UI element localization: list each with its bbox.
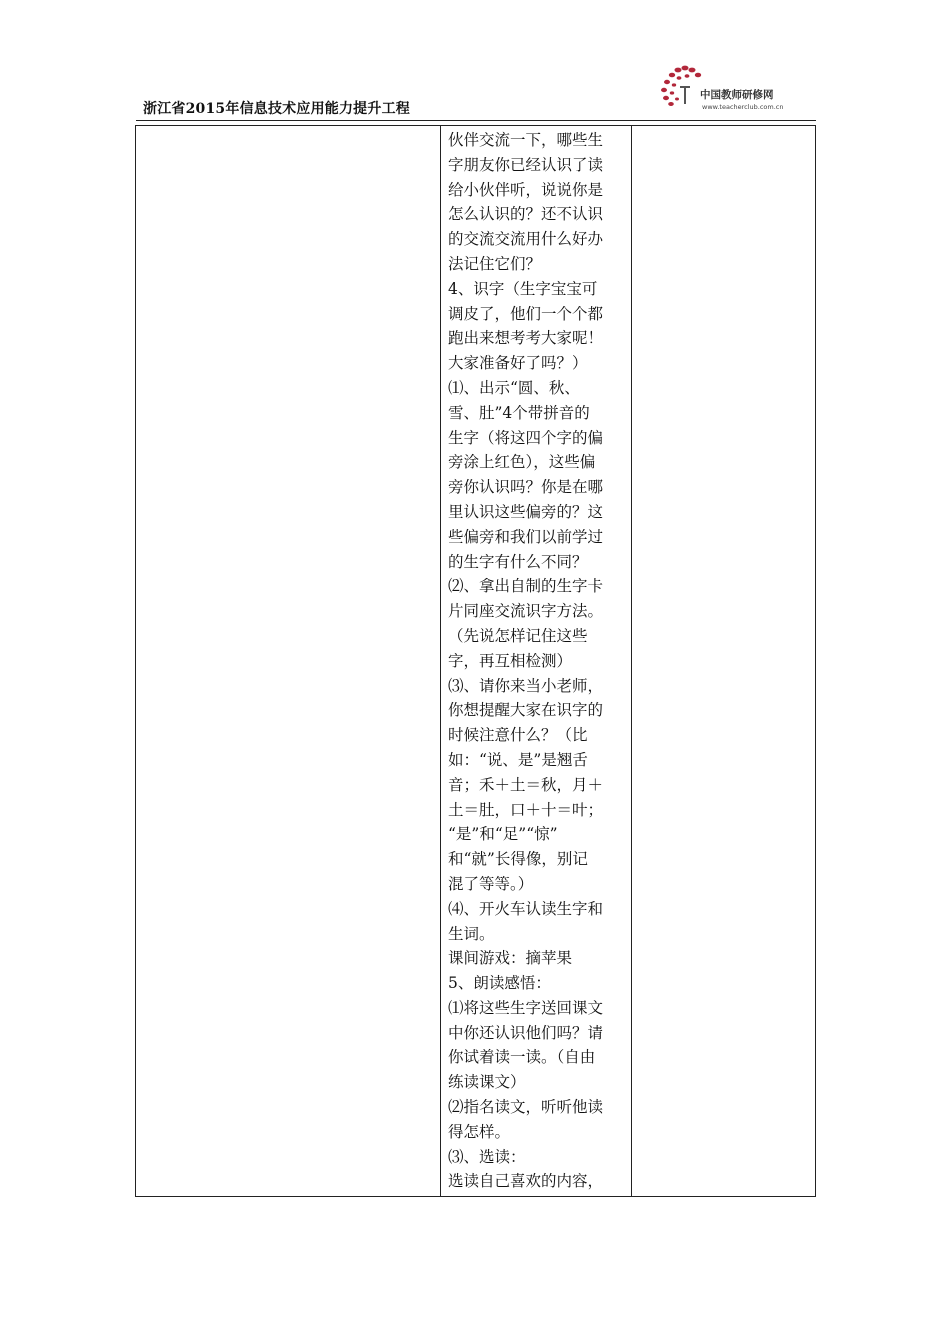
- content-line: 的交流交流用什么好办: [448, 230, 604, 249]
- content-line: 伙伴交流一下，哪些生: [448, 131, 604, 149]
- content-line: 选读自己喜欢的内容，: [448, 1172, 604, 1191]
- content-line: 怎么认识的？还不认识: [448, 205, 604, 224]
- column-divider-2: [631, 126, 632, 1196]
- content-line: ⑶、选读：: [448, 1147, 526, 1166]
- header-title: 浙江省2015年信息技术应用能力提升工程: [143, 101, 410, 117]
- content-line: 5、朗读感悟：: [448, 974, 551, 993]
- content-line: 给小伙伴听，说说你是: [448, 180, 604, 199]
- logo-url: www.teacherclub.com.cn: [702, 103, 784, 111]
- content-line: 时候注意什么？（比: [448, 726, 588, 745]
- content-line: 生字（将这四个字的偏: [448, 428, 604, 447]
- content-line: ⑶、请你来当小老师，: [448, 676, 604, 695]
- content-line: 的生字有什么不同？: [448, 552, 588, 571]
- content-line: ⑴将这些生字送回课文: [448, 998, 604, 1017]
- content-line: 雪、肚”4个带拼音的: [448, 403, 590, 422]
- logo-name: 中国教师研修网: [700, 89, 774, 101]
- content-line: 音；禾＋土＝秋，月＋: [448, 775, 604, 794]
- content-line: 4、识字（生字宝宝可: [448, 279, 598, 298]
- content-line: “是”和“足”“惊”: [448, 825, 558, 844]
- content-line: 土＝肚，口＋十＝叶；: [448, 800, 604, 819]
- content-line: 练读课文）: [448, 1073, 526, 1092]
- content-line: 课间游戏：摘苹果: [448, 949, 573, 968]
- content-line: ⑷、开火车认读生字和: [448, 899, 604, 918]
- content-line: 里认识这些偏旁的？这: [448, 502, 604, 521]
- content-line: 得怎样。: [448, 1122, 511, 1141]
- content-line: 你想提醒大家在识字的: [448, 701, 604, 720]
- header-rule: [136, 120, 816, 121]
- content-line: 你试着读一读。（自由: [448, 1048, 596, 1067]
- content-line: 大家准备好了吗？）: [448, 354, 588, 373]
- content-line: 如：“说、是”是翘舌: [448, 750, 588, 769]
- content-line: 字，再互相检测）: [448, 651, 573, 670]
- content-line: ⑵、拿出自制的生字卡: [448, 577, 604, 596]
- content-line: 生词。: [448, 924, 495, 943]
- content-line: 跑出来想考考大家呢！: [448, 329, 604, 348]
- logo-flower-icon: [661, 66, 701, 106]
- content-line: 片同座交流识字方法。: [448, 602, 604, 621]
- content-line: 旁涂上红色），这些偏: [448, 453, 596, 472]
- lesson-content-cell: [448, 128, 623, 1194]
- content-line: 旁你认识吗？你是在哪: [448, 478, 604, 497]
- content-line: 混了等等。）: [448, 874, 534, 893]
- content-line: 中你还认识他们吗？请: [448, 1023, 604, 1042]
- content-line: 法记住它们？: [448, 254, 542, 273]
- column-divider-1: [440, 126, 441, 1196]
- content-line: 些偏旁和我们以前学过: [448, 527, 604, 546]
- content-line: 和“就”长得像，别记: [448, 850, 588, 869]
- content-line: ⑴、出示“圆、秋、: [448, 378, 580, 397]
- content-line: ⑵指名读文，听听他读: [448, 1098, 604, 1117]
- content-line: （先说怎样记住这些: [448, 626, 588, 645]
- content-line: 调皮了，他们一个个都: [448, 304, 604, 323]
- content-line: 字朋友你已经认识了读: [448, 155, 604, 174]
